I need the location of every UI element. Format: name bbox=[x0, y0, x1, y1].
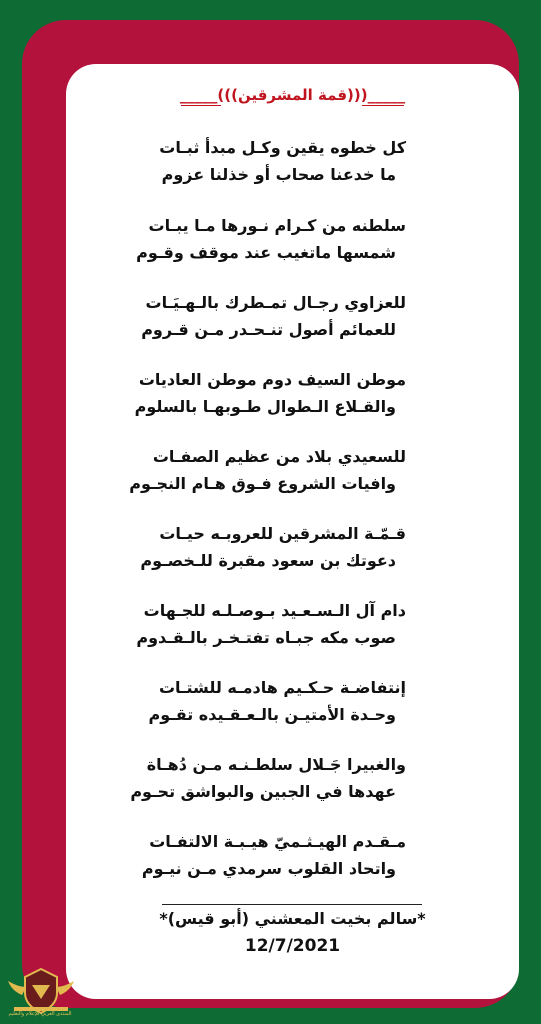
stanza bbox=[126, 134, 406, 188]
stanza bbox=[126, 520, 406, 574]
stanza bbox=[126, 366, 406, 420]
verse-line: دام آل الـسـعـيد بـوصـلـه للجـهات bbox=[143, 601, 406, 620]
verse-line: مـقـدم الهيـثـميّ هيـبـة الالتفـات bbox=[149, 832, 406, 851]
title-underline-right bbox=[362, 105, 404, 106]
verse-line: صوب مكه جبـاه تفتـخـر بالـقـدوم bbox=[136, 628, 396, 647]
stanza bbox=[126, 674, 406, 728]
author-signature: *سالم بخيت المعشني (أبو قيس)* bbox=[159, 909, 426, 928]
verse-line: عهدها في الجبين والبواشق تحـوم bbox=[130, 782, 396, 801]
verse-line: للعمائم أصول تنـحـدر مـن قـروم bbox=[141, 320, 396, 339]
stanza bbox=[126, 597, 406, 651]
verse-line: قـمّـة المشرقين للعروبـه حيـات bbox=[159, 524, 406, 543]
verse-line: دعوتك بن سعود مقبرة للـخصـوم bbox=[140, 551, 396, 570]
poem-title: _____(((قمة المشرقين)))_____ bbox=[179, 86, 406, 104]
stanza bbox=[126, 212, 406, 266]
verse-line: وافيات الشروع فـوق هـام النجـوم bbox=[129, 474, 396, 493]
stanza bbox=[126, 828, 406, 882]
verse-line: للعزاوي رجـال تمـطرك بالـهـيَـات bbox=[145, 293, 406, 312]
stanza bbox=[126, 289, 406, 343]
poem-card bbox=[66, 64, 519, 999]
verse-line: للسعيدي بلاد من عظيم الصفـات bbox=[152, 447, 406, 466]
verse-line: شمسها ماتغيب عند موقف وقـوم bbox=[136, 243, 396, 262]
verse-line: ما خدعنا صحاب أو خذلنا عزوم bbox=[161, 165, 396, 184]
verse-line: موطن السيف دوم موطن العاديات bbox=[138, 370, 406, 389]
stanza bbox=[126, 751, 406, 805]
red-frame bbox=[22, 20, 519, 1008]
title-underline-left bbox=[181, 105, 221, 106]
verse-line: كل خطوه يقين وكـل مبدأ ثبـات bbox=[159, 138, 406, 157]
verse-line: والقـلاع الـطوال طـوبهـا بالسلوم bbox=[134, 397, 396, 416]
verse-line: وحـدة الأمتيـن بالـعـقـيده تقـوم bbox=[148, 705, 396, 724]
signature-divider bbox=[162, 904, 422, 905]
watermark-text: المنتدى العربي للإعلام والتعليم bbox=[8, 1011, 72, 1017]
verse-line: سلطنه من كـرام نـورها مـا يبـات bbox=[148, 216, 406, 235]
verse-line: والغبيرا جَـلال سلطـنـه مـن دُهـاة bbox=[146, 755, 406, 774]
poem-date: 12/7/2021 bbox=[244, 936, 341, 956]
verse-line: واتحاد القلوب سرمدي مـن نيـوم bbox=[141, 859, 396, 878]
verse-line: إنتفاضـة حـكـيم هادمـه للشتـات bbox=[158, 678, 406, 697]
stanza bbox=[126, 443, 406, 497]
